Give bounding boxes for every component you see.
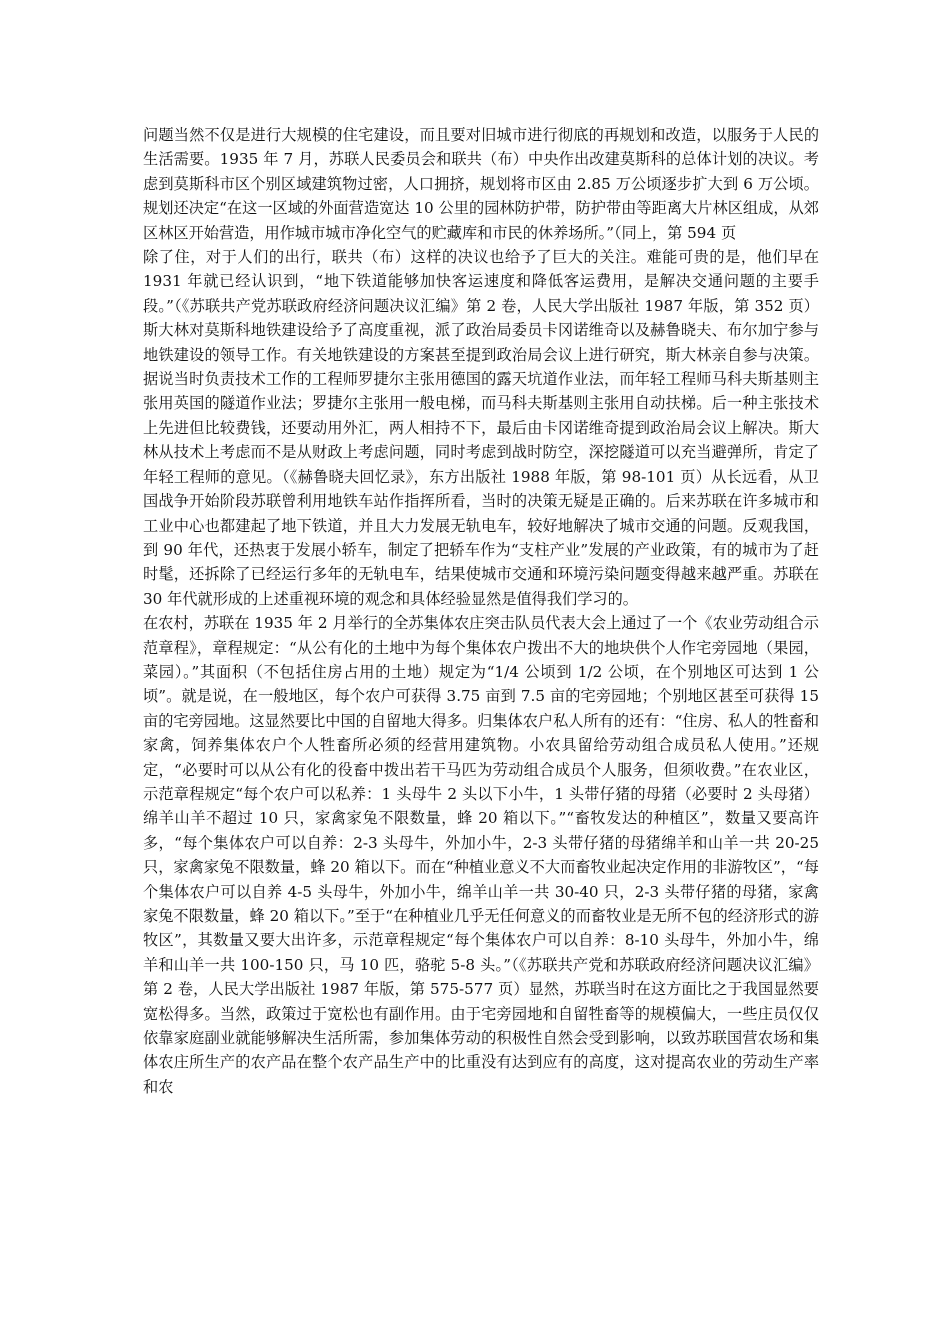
paragraph-metro-transport: 除了住，对于人们的出行，联共（布）这样的决议也给予了巨大的关注。难能可贵的是，他们早在 1931 年就已经认识到，“地下铁道能够加快客运速度和降低客运费用，是解决交通问题的主要手段。”（《苏联共产党苏联政府经济问题决议汇编》第 2 卷，人民大学出版社 1987 年版，第 352 页）斯大林对莫斯科地铁建设给予了高度重视，派了政治局委员卡冈诺维奇以及赫鲁晓夫、布尔加宁参与地铁建设的领导工作。有关地铁建设的方案甚至提到政治局会议上进行研究，斯大林亲自参与决策。据说当时负责技术工作的工程师罗捷尔主张用德国的露天坑道作业法，而年轻工程师马科夫斯基则主张用英国的隧道作业法；罗捷尔主张用一般电梯，而马科夫斯基则主张用自动扶梯。后一种主张技术上先进但比较费钱，还要动用外汇，两人相持不下，最后由卡冈诺维奇提到政治局会议上解决。斯大林从技术上考虑而不是从财政上考虑问题，同时考虑到战时防空，深挖隧道可以充当避弹所，肯定了年轻工程师的意见。（《赫鲁晓夫回忆录》，东方出版社 1988 年版，第 98-101 页）从长远看，从卫国战争开始阶段苏联曾利用地铁车站作指挥所看，当时的决策无疑是正确的。后来苏联在许多城市和工业中心也都建起了地下铁道，并且大力发展无轨电车，较好地解决了城市交通的问题。反观我国，到 90 年代，还热衷于发展小轿车，制定了把轿车作为“支柱产业”发展的产业政策，有的城市为了赶时髦，还拆除了已经运行多年的无轨电车，结果使城市交通和环境污染问题变得越来越严重。苏联在 30 年代就形成的上述重视环境的观念和具体经验显然是值得我们学习的。 (143, 248, 819, 608)
paragraph-rural-charter: 在农村，苏联在 1935 年 2 月举行的全苏集体农庄突击队员代表大会上通过了一个《农业劳动组合示范章程》，章程规定：“从公有化的土地中为每个集体农户拨出不大的地块供个人作宅旁园地（果园，菜园）。”其面积（不包括住房占用的土地）规定为“1/4 公顷到 1/2 公顷，在个别地区可达到 1 公顷”。就是说，在一般地区，每个农户可获得 3.75 亩到 7.5 亩的宅旁园地；个别地区甚至可获得 15 亩的宅旁园地。这显然要比中国的自留地大得多。归集体农户私人所有的还有：“住房、私人的牲畜和家禽，饲养集体农户个人牲畜所必须的经营用建筑物。小农具留给劳动组合成员私人使用。”还规定，“必要时可以从公有化的役畜中拨出若干马匹为劳动组合成员个人服务，但须收费。”在农业区，示范章程规定“每个农户可以私养：1 头母牛 2 头以下小牛，1 头带仔猪的母猪（必要时 2 头母猪）绵羊山羊不超过 10 只，家禽家兔不限数量，蜂 20 箱以下。”“畜牧发达的种植区”，数量又要高许多，“每个集体农户可以自养：2-3 头母牛，外加小牛，2-3 头带仔猪的母猪绵羊和山羊一共 20-25 只，家禽家兔不限数量，蜂 20 箱以下。而在“种植业意义不大而畜牧业起决定作用的非游牧区”，“每个集体农户可以自养 4-5 头母牛，外加小牛，绵羊山羊一共 30-40 只，2-3 头带仔猪的母猪，家禽家兔不限数量，蜂 20 箱以下。”至于“在种植业几乎无任何意义的而畜牧业是无所不包的经济形式的游牧区”，其数量又要大出许多，示范章程规定“每个集体农户可以自养：8-10 头母牛，外加小牛，绵羊和山羊一共 100-150 只，马 10 匹，骆驼 5-8 头。”（《苏联共产党和苏联政府经济问题决议汇编》第 2 卷，人民大学出版社 1987 年版，第 575-577 页）显然，苏联当时在这方面比之于我国显然要宽松得多。当然，政策过于宽松也有副作用。由于宅旁园地和自留牲畜等的规模偏大，一些庄员仅仅依靠家庭副业就能够解决生活所需，参加集体劳动的积极性自然会受到影响，以致苏联国营农场和集体农庄所生产的农产品在整个农产品生产中的比重没有达到应有的高度，这对提高农业的劳动生产率和农 (143, 614, 820, 1096)
document-page (143, 123, 819, 1099)
paragraph-housing-moscow-plan: 问题当然不仅是进行大规模的住宅建设，而且要对旧城市进行彻底的再规划和改造，以服务于人民的生活需要。1935 年 7 月，苏联人民委员会和联共（布）中央作出改建莫斯科的总体计划的决议。考虑到莫斯科市区个别区域建筑物过密，人口拥挤，规划将市区由 2.85 万公顷逐步扩大到 6 万公顷。规划还决定“在这一区域的外面营造宽达 10 公里的园林防护带，防护带由等距离大片林区组成，从郊区林区开始营造，用作城市城市净化空气的贮藏库和市民的休养场所。”（同上，第 594 页 (143, 126, 819, 242)
